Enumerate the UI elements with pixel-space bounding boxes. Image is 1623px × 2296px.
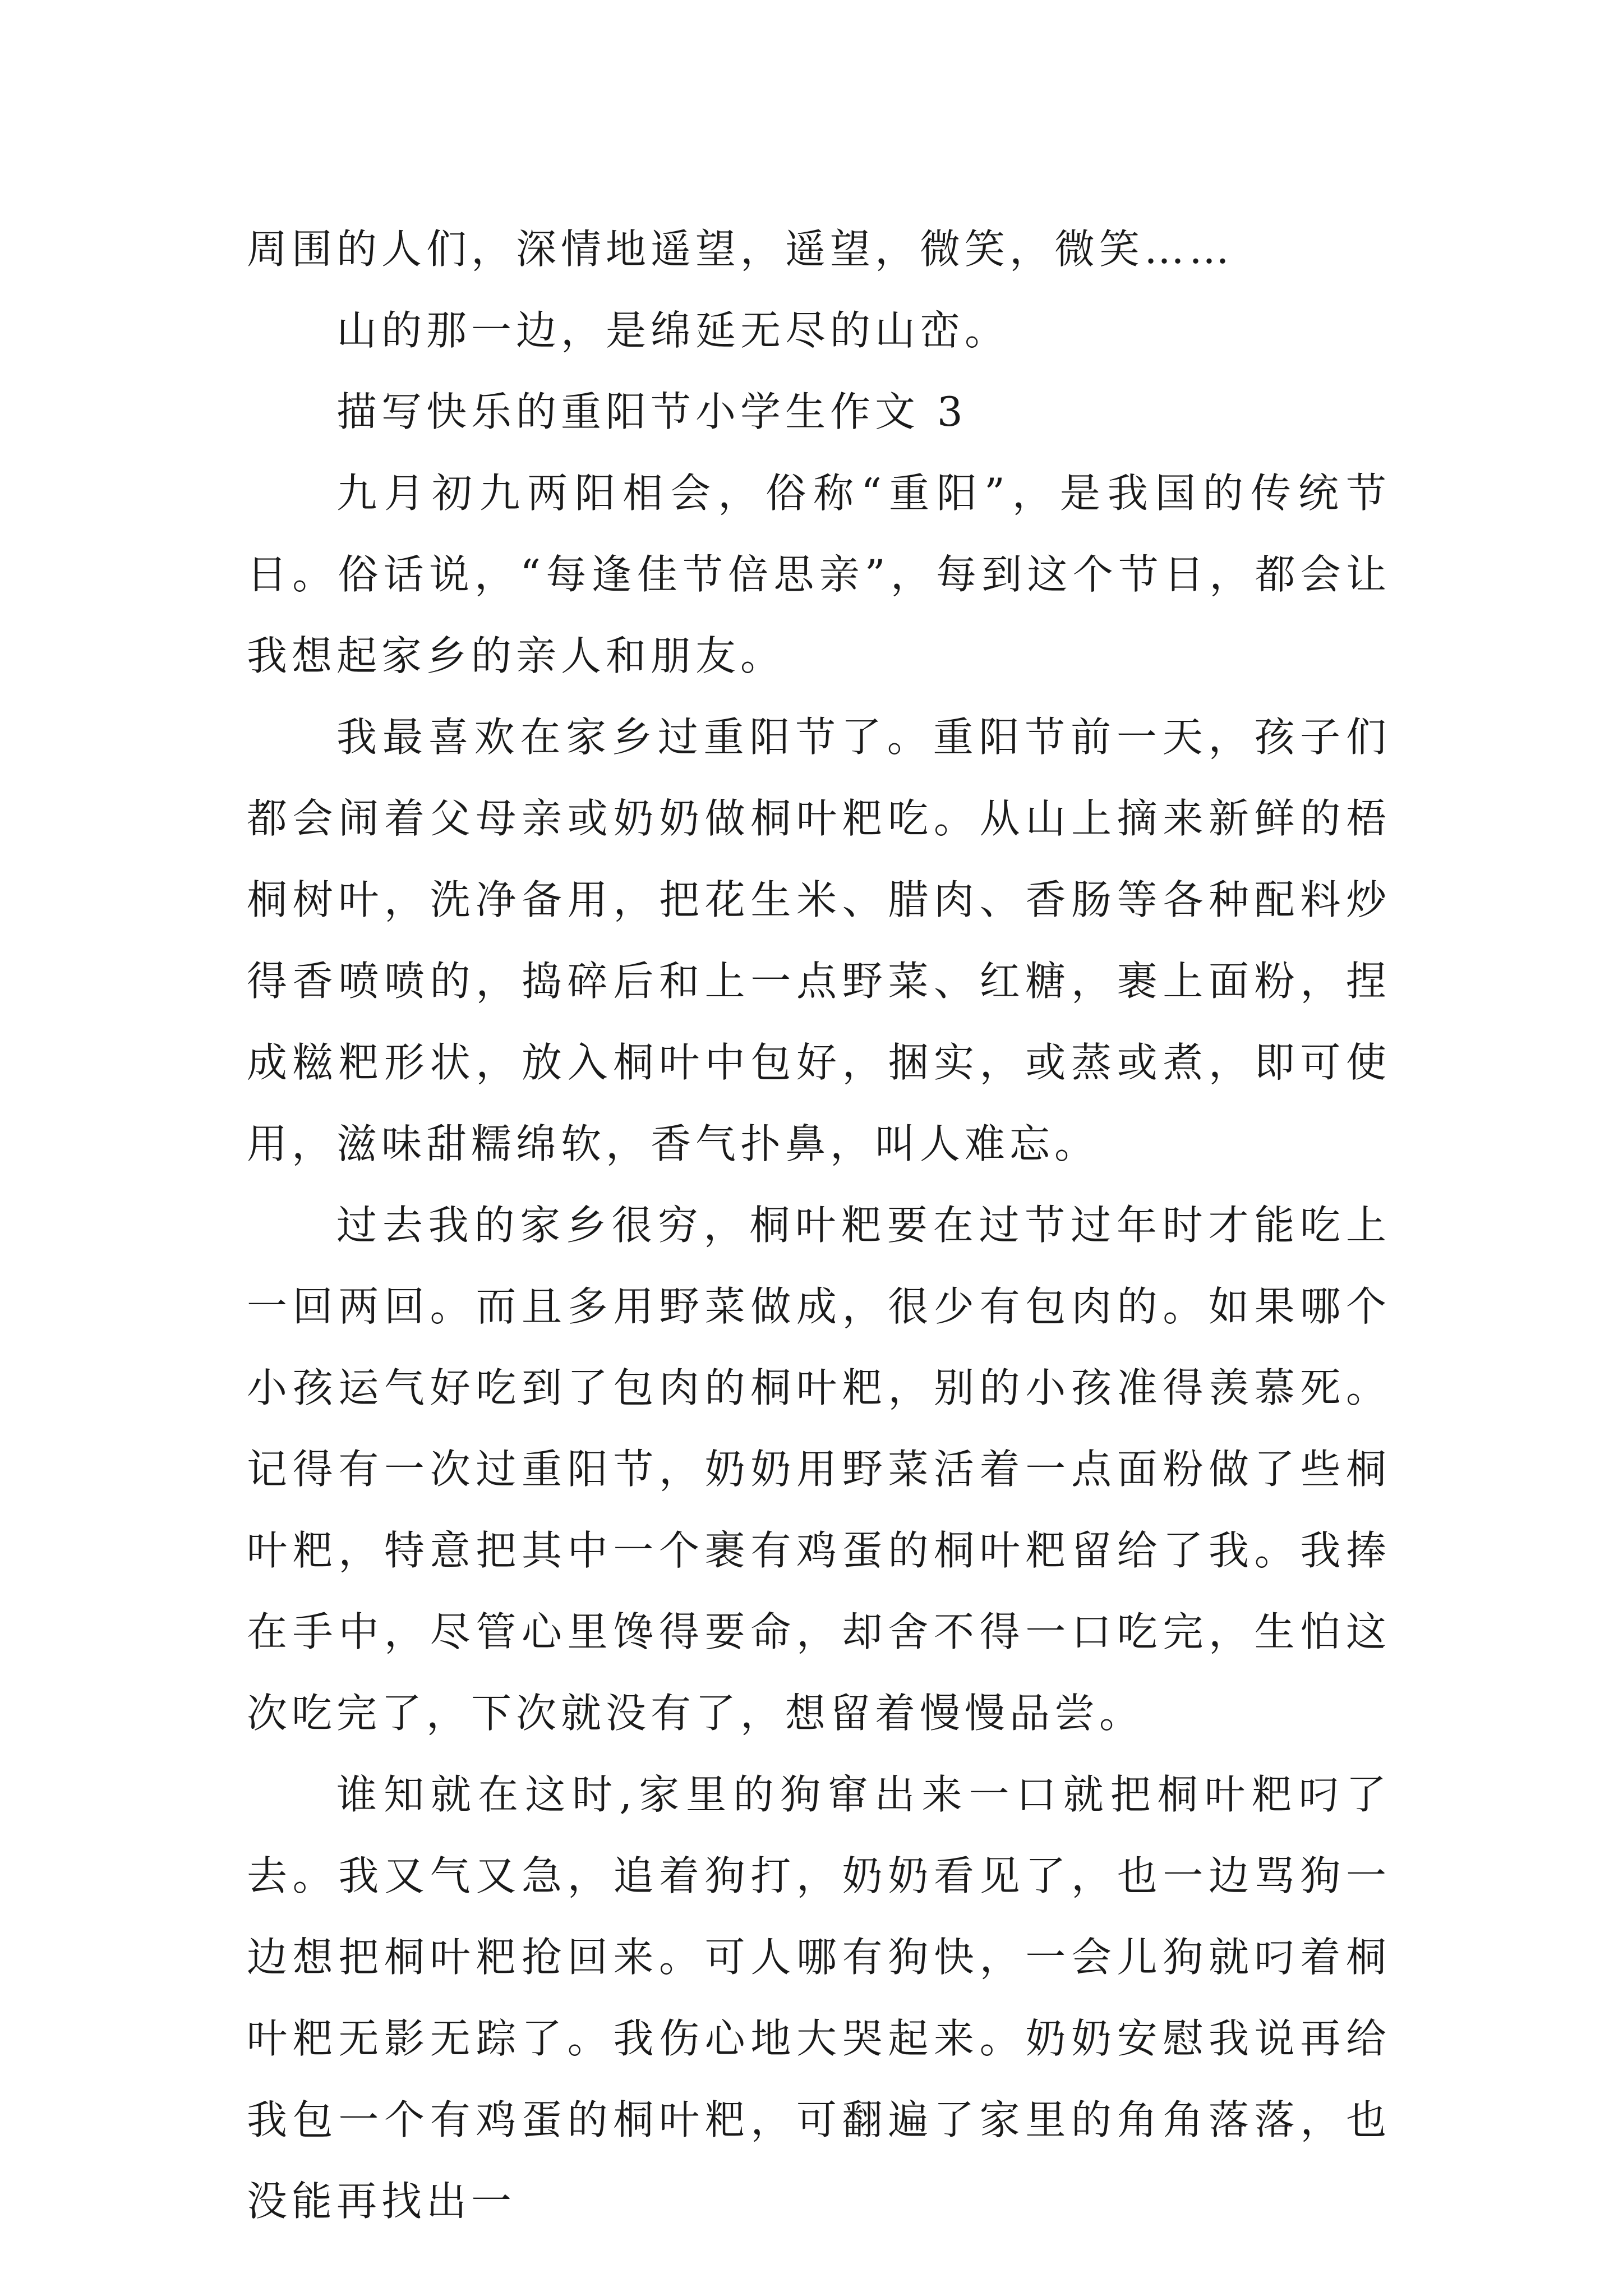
- paragraph-continuation: 周围的人们，深情地遥望，遥望，微笑，微笑……: [247, 226, 1234, 273]
- paragraph-mountain: 山的那一边，是绵延无尽的山峦。: [336, 307, 1010, 354]
- paragraph-2: 我最喜欢在家乡过重阳节了。重阳节前一天，孩子们都会闹着父母亲或奶奶做桐叶粑吃。从山上摘来新鲜的梧桐树叶，洗净备用，把花生米、腊肉、香肠等各种配料炒得香喷喷的，捣碎后和上一点野菜、红糖，裹上面粉，捏成糍粑形状，放入桐叶中包好，捆实，或蒸或煮，即可使用，滋味甜糯绵软，香气扑鼻，叫人难忘。: [247, 714, 1391, 1167]
- section-heading: 描写快乐的重阳节小学生作文 3: [336, 388, 967, 435]
- paragraph-4: 谁知就在这时,家里的狗窜出来一口就把桐叶粑叼了去。我又气又急，追着狗打，奶奶看见了，也一边骂狗一边想把桐叶粑抢回来。可人哪有狗快，一会儿狗就叼着桐叶粑无影无踪了。我伤心地大哭起来。奶奶安慰我说再给我包一个有鸡蛋的桐叶粑，可翻遍了家里的角角落落，也没能再找出一: [247, 1771, 1391, 2225]
- paragraph-1: 九月初九两阳相会，俗称“重阳”，是我国的传统节日。俗话说，“每逢佳节倍思亲”，每到这个节日，都会让我想起家乡的亲人和朋友。: [247, 470, 1391, 679]
- paragraph-3: 过去我的家乡很穷，桐叶粑要在过节过年时才能吃上一回两回。而且多用野菜做成，很少有包肉的。如果哪个小孩运气好吃到了包肉的桐叶粑，别的小孩准得羡慕死。记得有一次过重阳节，奶奶用野菜活着一点面粉做了些桐叶粑，特意把其中一个裹有鸡蛋的桐叶粑留给了我。我捧在手中，尽管心里馋得要命，却舍不得一口吃完，生怕这次吃完了，下次就没有了，想留着慢慢品尝。: [247, 1202, 1391, 1737]
- document-body: [247, 209, 1391, 2242]
